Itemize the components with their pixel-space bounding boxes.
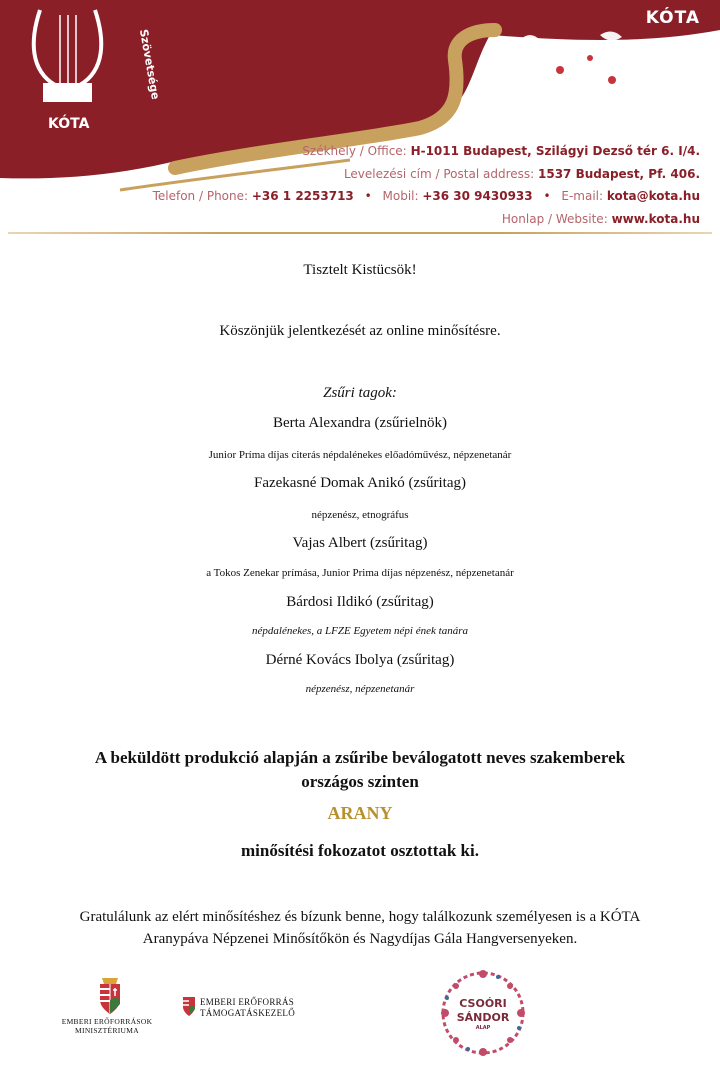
- jury-member-name: Vajas Albert (zsűritag): [292, 535, 428, 551]
- contact-website: Honlap / Website: www.kota.hu: [501, 211, 700, 226]
- letterhead: [0, 0, 720, 235]
- jury-member-desc: népzenész, népzenetanár: [305, 683, 415, 695]
- contact-postal: Levelezési cím / Postal address: 1537 Budapest, Pf. 406.: [343, 166, 700, 181]
- logo-label: KÓTA: [48, 116, 90, 132]
- jury-heading: Zsűri tagok:: [323, 385, 397, 401]
- bullet-icon: •: [543, 189, 551, 203]
- thanks-line: Köszönjük jelentkezését az online minősítésre.: [219, 323, 501, 339]
- brand-name: KÓTA: [645, 8, 700, 28]
- contact-phones: Telefon / Phone: +36 1 2253713 • Mobil: +36 30 9430933 • E-mail: kota@kota.hu: [152, 189, 700, 203]
- jury-member-name: Bárdosi Ildikó (zsűritag): [286, 594, 434, 610]
- jury-member-desc: népdalénekes, a LFZE Egyetem népi ének tanára: [252, 625, 468, 637]
- email-link[interactable]: kota@kota.hu: [606, 189, 700, 203]
- result-statement: A beküldött produkció alapján a zsűribe beválogatott neves szakemberek országos szinten: [94, 748, 626, 791]
- greeting: Tisztelt Kistücsök!: [303, 262, 417, 278]
- contact-office: Székhely / Office: H-1011 Budapest, Szilágyi Dezső tér 6. I/4.: [302, 144, 700, 158]
- logo-arc-text: [116, 0, 176, 130]
- emmi-logo-text: EMBERI ERŐFORRÁSOK MINISZTÉRIUMA: [61, 1017, 153, 1035]
- jury-member-desc: népzenész, etnográfus: [311, 509, 409, 521]
- jury-member-desc: a Tokos Zenekar prímása, Junior Prima díjas népzenész, népzenetanár: [206, 567, 514, 579]
- jury-member-name: Dérné Kovács Ibolya (zsűritag): [265, 652, 455, 668]
- hungarian-coat-of-arms-icon: [96, 976, 124, 1016]
- result-conclusion: minősítési fokozatot osztottak ki.: [241, 841, 479, 860]
- jury-member-name: Fazekasné Domak Anikó (zsűritag): [253, 475, 467, 491]
- header-divider: [8, 232, 712, 234]
- bullet-icon: •: [364, 189, 372, 203]
- csoori-logo-text: CSOÓRI SÁNDOR ALAP: [456, 997, 510, 1031]
- result-level: ARANY: [327, 803, 393, 823]
- emet-logo-text: EMBERI ERŐFORRÁS TÁMOGATÁSKEZELŐ: [200, 997, 295, 1018]
- website-link[interactable]: www.kota.hu: [611, 211, 700, 226]
- jury-member-desc: Junior Príma díjas citerás népdalénekes előadóművész, népzenetanár: [208, 449, 512, 461]
- folk-flower-ornament: [520, 31, 635, 114]
- jury-member-name: Berta Alexandra (zsűrielnök): [272, 415, 448, 431]
- closing-paragraph: Gratulálunk az elért minősítéshez és bízunk benne, hogy találkozunk személyesen is a KÓTA Aranypáva Népzenei Minősítőkön és Nagydíjas Gála Hangversenyeken.: [79, 909, 641, 947]
- emet-shield-icon: [182, 995, 196, 1017]
- contact-block: [153, 140, 700, 230]
- logo-arc-text-glyphs: Szövetsége: [136, 28, 163, 101]
